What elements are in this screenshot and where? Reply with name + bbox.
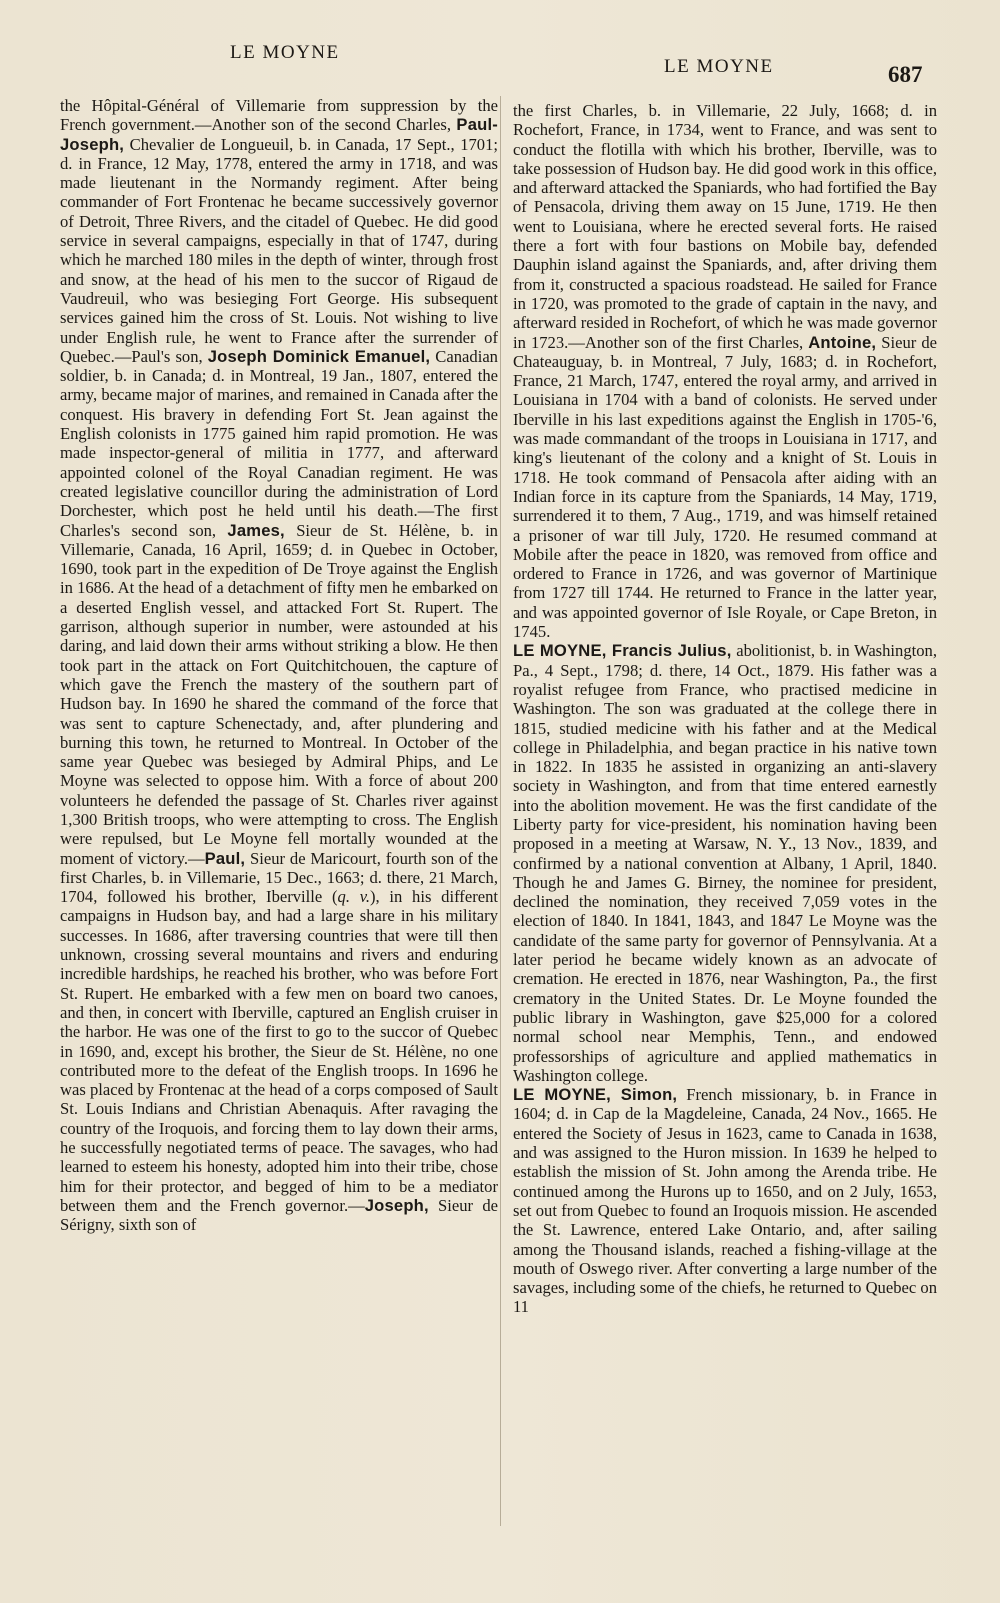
entry-name: Joseph, — [364, 1195, 429, 1215]
running-head-left: LE MOYNE — [230, 42, 340, 63]
left-column — [60, 96, 498, 1235]
entry-le-moyne-simon: LE MOYNE, Simon, French missionary, b. in France in 1604; d. in Cap de la Magdeleine, Canada, 24 Nov., 1665. He entered the Society of Jesus in 1623, came to Canada in 1638, and was assigned to the Huron mission. In 1639 he helped to establish the mission of St. John among the Arenda tribe. He continued among the Hurons up to 1650, and on 2 July, 1653, set out from Quebec to found an Iroquois mission. He ascended the St. Lawrence, entered Lake Ontario, and, after sailing among the Thousand islands, reached a fishing-village at the mouth of Oswego river. After converting a large number of the savages, including some of the chiefs, he returned to Quebec on 11 — [513, 1085, 937, 1317]
entry-name: Paul-Joseph, — [60, 115, 498, 154]
entry-name: Joseph Dominick Emanuel, — [207, 346, 431, 366]
entry-name: LE MOYNE, Simon, — [513, 1085, 678, 1105]
right-column — [513, 101, 937, 1317]
entry-name: Paul, — [204, 848, 246, 868]
running-head-right: LE MOYNE — [664, 56, 774, 77]
entry-name: Antoine, — [808, 332, 877, 352]
entry-name: James, — [227, 520, 285, 540]
paragraph: the first Charles, b. in Villemarie, 22 July, 1668; d. in Rochefort, France, in 1734, went to France, and was sent to conduct the flotilla with which his brother, Iberville, was to take possession of Hudson bay. He did good work in this office, and afterward attacked the Spaniards, who had fortified the Bay of Pensacola, driving them away on 15 June, 1719. He then went to Louisiana, where he erected several forts. He raised there a fort with four bastions on Mobile bay, defended Dauphin island against the Spaniards, and, after driving them from it, constructed a spacious roadstead. He sailed for France in 1720, was promoted to the grade of captain in the navy, and afterward resided in Rochefort, of which he was made governor in 1723.—Another son of the first Charles, Antoine, Sieur de Chateauguay, b. in Montreal, 7 July, 1683; d. in Rochefort, France, 21 March, 1747, entered the royal army, and arrived in Louisiana in 1704 with a band of colonists. He served under Iberville in his last expeditions against the English in 1705-'6, was made commandant of the troops in Louisiana in 1717, and king's lieutenant of the colony and a knight of St. Louis in 1718. He took command of Pensacola after aiding with an Indian force in its capture from the Spaniards, 14 May, 1719, surrendered it to them, 7 Aug., 1719, and was himself retained a prisoner of war till July, 1720. He resumed command at Mobile after the peace in 1820, was removed from office and ordered to France in 1726, and was governor of Martinique from 1727 till 1744. He returned to France in the latter year, and was appointed governor of Isle Royale, or Cape Breton, in 1745. — [513, 101, 938, 642]
italic-text: q. v. — [337, 887, 370, 907]
entry-name: LE MOYNE, Francis Julius, — [513, 641, 732, 661]
column-divider — [500, 96, 501, 1526]
entry-le-moyne-francis-julius: LE MOYNE, Francis Julius, abolitionist, b. in Washington, Pa., 4 Sept., 1798; d. there, 14 Oct., 1879. His father was a royalist refugee from France, who practised medicine in Washington. The son was graduated at the college there in 1815, studied medicine with his father and at the Medical college in Philadelphia, and began practice in his native town in 1822. In 1835 he assisted in organizing an anti-slavery society in Washington, and from that time entered earnestly into the abolition movement. He was the first candidate of the Liberty party for vice-president, his nomination having been proposed in a meeting at Warsaw, N. Y., 13 Nov., 1839, and confirmed by a national convention at Albany, 1 April, 1840. Though he and James G. Birney, the nominee for president, declined the nomination, they received 7,059 votes in the election of 1840. In 1841, 1843, and 1847 Le Moyne was the candidate of the same party for governor of Pennsylvania. At a later period he became widely known as an advocate of cremation. He erected in 1876, near Washington, Pa., the first crematory in the United States. Dr. Le Moyne founded the public library in Washington, gave $25,000 for a colored normal school near Memphis, Tenn., and endowed professorships of agriculture and applied mathematics in Washington college. — [513, 641, 937, 1085]
page-number: 687 — [888, 62, 923, 87]
paragraph: the Hôpital-Général of Villemarie from suppression by the French government.—Another son of the second Charles, Paul-Joseph, Chevalier de Longueuil, b. in Canada, 17 Sept., 1701; d. in France, 12 May, 1778, entered the army in 1718, and was made lieutenant in the Normandy regiment. After being commander of Fort Frontenac he became successively governor of Detroit, Three Rivers, and the citadel of Quebec. He did good service in several campaigns, especially in that of 1747, during which he marched 180 miles in the depth of winter, through frost and snow, at the head of his men to the succor of Rigaud de Vaudreuil, who was besieging Fort George. His subsequent services gained him the cross of St. Louis. Not wishing to live under English rule, he went to France after the surrender of Quebec.—Paul's son, Joseph Dominick Emanuel, Canadian soldier, b. in Canada; d. in Montreal, 19 Jan., 1807, entered the army, became major of marines, and remained in Canada after the conquest. His bravery in defending Fort St. Jean against the English colonists in 1775 gained him rapid promotion. He was made inspector-general of militia in 1777, and afterward appointed colonel of the Royal Canadian regiment. He was created legislative councillor during the administration of Lord Dorchester, which post he held until his death.—The first Charles's second son, James, Sieur de St. Hélène, b. in Villemarie, Canada, 16 April, 1659; d. in Quebec in October, 1690, took part in the expedition of De Troye against the English in 1686. At the head of a detachment of fifty men he embarked on a deserted English vessel, and attacked Fort St. Rupert. The garrison, although superior in number, were astounded at his daring, and laid down their arms without striking a blow. He then took part in the attack on Fort Quitchitchouen, the capture of which gave the French the mastery of the southern part of Hudson bay. In 1690 he shared the command of the force that was sent to capture Schenectady, and, after plundering and burning this town, he returned to Montreal. In October of the same year Quebec was besieged by Admiral Phips, and Le Moyne was selected to oppose him. With a force of about 200 volunteers he defended the passage of St. Charles river against 1,300 British troops, who were attempting to cross. The English were repulsed, but Le Moyne fell mortally wounded at the moment of victory.—Paul, Sieur de Maricourt, fourth son of the first Charles, b. in Villemarie, 15 Dec., 1663; d. there, 21 March, 1704, followed his brother, Iberville (q. v.), in his different campaigns in Hudson bay, and had a large share in his military successes. In 1686, after traversing countries that were till then unknown, crossing several mountains and rivers and enduring incredible hardships, he reached his brother, who was before Fort St. Rupert. He embarked with a few men on board two canoes, and then, in concert with Iberville, captured an English cruiser in the harbor. He was one of the first to go to the succor of Quebec in 1690, and, except his brother, the Sieur de St. Hélène, no one contributed more to the defeat of the English troops. In 1696 he was placed by Frontenac at the head of a corps composed of Sault St. Louis Indians and Christian Abenaquis. After ravaging the country of the Iroquois, and forcing them to lay down their arms, he successfully negotiated terms of peace. The savages, who had learned to esteem his honesty, adopted him into their tribe, chose him for their protector, and begged of him to be a mediator between them and the French governor.—Joseph, Sieur de Sérigny, sixth son of — [60, 96, 498, 1235]
